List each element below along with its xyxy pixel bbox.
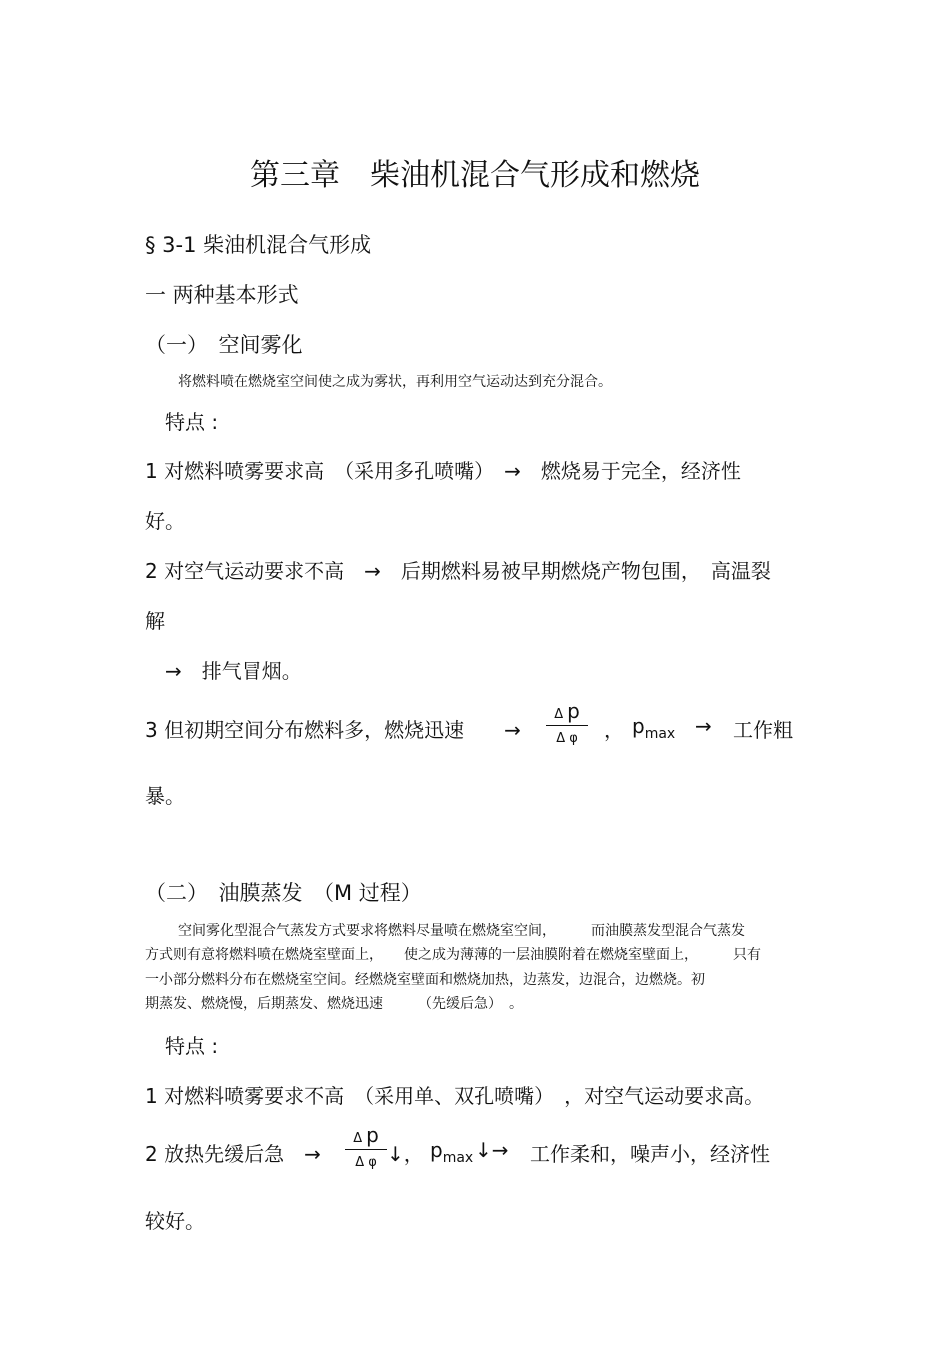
part-heading: 一 两种基本形式 (145, 283, 299, 307)
down-arrow-right-arrow: ↓→ (475, 1138, 509, 1162)
feature-item-3-end: 工作粗 (733, 718, 793, 742)
fraction-denominator: Δ φ (355, 1155, 377, 1170)
pmax-symbol (632, 714, 676, 742)
delta-symbol: Δ (554, 707, 564, 722)
subsection-description-line4: 期蒸发、燃烧慢，后期蒸发、燃烧迅速 （先缓后急） 。 (145, 996, 523, 1012)
feature-item-2-cont: 解 (145, 609, 165, 633)
subsection-description-line1: 空间雾化型混合气蒸发方式要求将燃料尽量喷在燃烧室空间， 而油膜蒸发型混合气蒸发 (178, 923, 745, 939)
subsection-description-line2: 方式则有意将燃料喷在燃烧室壁面上， 使之成为薄薄的一层油膜附着在燃烧室壁面上， 只有 (145, 947, 761, 963)
subsection-heading-oil-film: （二） 油膜蒸发 （M 过程） (145, 881, 422, 905)
down-arrow-comma: ↓， (387, 1142, 424, 1166)
p-letter: p (430, 1138, 443, 1162)
feature-item-1-cont: 好。 (145, 509, 185, 533)
feature-item-2: 2 对空气运动要求不高 → 后期燃料易被早期燃烧产物包围， 高温裂 (145, 559, 771, 583)
max-subscript: max (442, 1150, 474, 1166)
section-heading: § 3-1 柴油机混合气形成 (145, 233, 372, 257)
feature-item-3-cont: 暴。 (145, 784, 185, 808)
delta-symbol: Δ (353, 1131, 363, 1146)
feature2-item-2-end: 工作柔和，噪声小，经济性 (530, 1142, 770, 1166)
feature-item-2-cont2: → 排气冒烟。 (165, 659, 302, 683)
feature-item-3: 3 但初期空间分布燃料多，燃烧迅速 → (145, 718, 521, 742)
pmax-symbol-2 (430, 1138, 474, 1166)
feature-label: 特点 : (165, 410, 219, 434)
subsection-heading-spatial-atomization: （一） 空间雾化 (145, 333, 303, 357)
feature2-item-1: 1 对燃料喷雾要求不高 （采用单、双孔喷嘴） ，对空气运动要求高。 (145, 1084, 765, 1108)
feature2-item-2: 2 放热先缓后急 → (145, 1142, 321, 1166)
fraction-numerator-p: p (366, 1123, 379, 1147)
feature2-item-2-cont: 较好。 (145, 1209, 205, 1233)
feature-label-2: 特点 : (165, 1034, 219, 1058)
dp-dphi-fraction-2 (345, 1125, 387, 1169)
feature-item-1: 1 对燃料喷雾要求高 （采用多孔喷嘴） → 燃烧易于完全，经济性 (145, 459, 741, 483)
fraction-denominator: Δ φ (556, 731, 578, 746)
p-letter: p (632, 714, 645, 738)
max-subscript: max (644, 726, 676, 742)
fraction-numerator-p: p (567, 699, 580, 723)
subsection-description-line3: 一小部分燃料分布在燃烧室空间。经燃烧室壁面和燃烧加热，边蒸发，边混合，边燃烧。初 (145, 972, 705, 988)
comma: ， (604, 718, 624, 742)
dp-dphi-fraction (546, 701, 588, 745)
page-title: 第三章 柴油机混合气形成和燃烧 (250, 158, 700, 193)
subsection-description: 将燃料喷在燃烧室空间使之成为雾状，再利用空气运动达到充分混合。 (178, 374, 612, 390)
arrow: → (695, 714, 712, 738)
